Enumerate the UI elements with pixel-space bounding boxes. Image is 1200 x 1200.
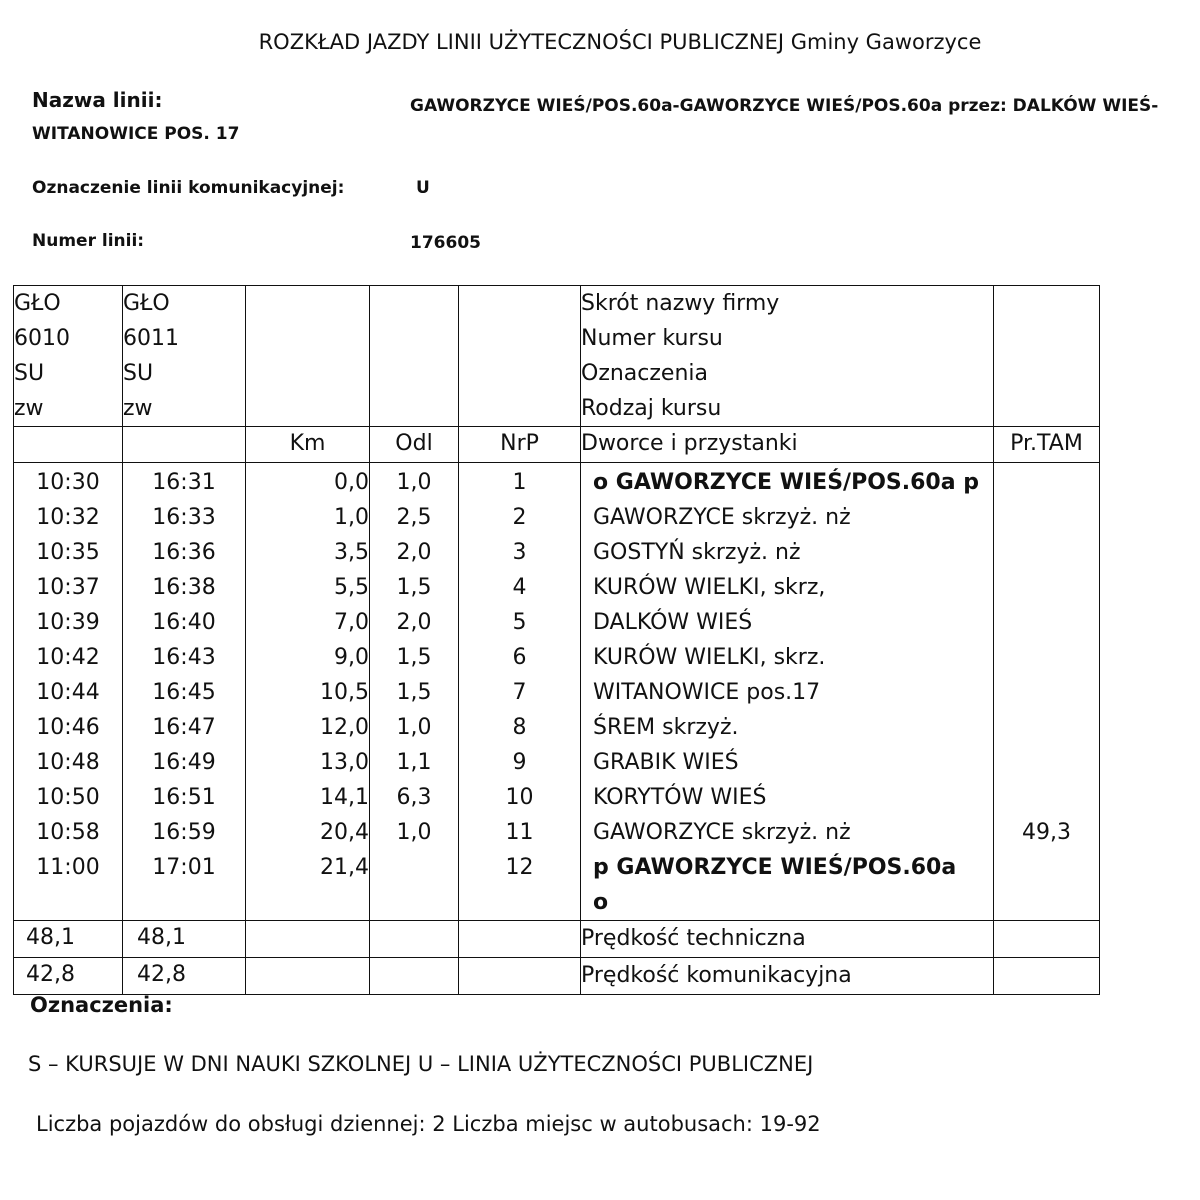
empty-cell [994,921,1100,958]
page-title: ROZKŁAD JAZDY LINII UŻYTECZNOŚCI PUBLICZNEJ Gminy Gaworzyce [258,30,982,54]
departure-time-course-2 [123,885,245,920]
course-2-header [123,286,246,427]
prtam-value [994,780,1099,815]
departure-time-course-2: 16:36 [152,540,216,565]
odl-header: Odl [370,427,459,463]
prtam-value [994,500,1099,535]
empty-cell [123,427,246,463]
departure-time-course-2: 16:40 [152,610,216,635]
km-value: 5,5 [334,575,369,600]
prtam-value [994,535,1099,570]
stop-names [581,463,994,921]
line-number-label: Numer linii: [32,231,145,251]
km-value: 1,0 [334,505,369,530]
departure-time-course-1 [14,885,122,920]
course-1-type: zw [14,396,44,421]
km-value: 20,4 [320,820,369,845]
distance-value: 1,0 [396,820,432,845]
km-value: 21,4 [320,855,369,880]
comm-speed-course-1: 42,8 [14,958,123,995]
departure-time-course-1: 10:30 [36,470,100,495]
company-label: Skrót nazwy firmy [581,291,780,316]
stop-number: 4 [512,575,527,600]
departure-time-course-1: 10:37 [36,575,100,600]
departure-time-course-2: 16:47 [152,715,216,740]
empty-cell [994,286,1100,427]
stop-number: 5 [512,610,527,635]
stop-name: ŚREM skrzyż. [593,715,739,740]
legend-text: S – KURSUJE W DNI NAUKI SZKOLNEJ U – LINIA UŻYTECZNOŚCI PUBLICZNEJ [28,1052,814,1076]
stop-number [459,885,580,920]
prtam-value [994,465,1099,500]
distance-value: 1,0 [396,715,432,740]
prtam-value [994,710,1099,745]
prtam-values [994,463,1100,921]
prtam-value [994,570,1099,605]
km-value: 7,0 [334,610,369,635]
line-name-value-continued: WITANOWICE POS. 17 [32,124,240,144]
designation-value: U [416,178,430,198]
stop-number: 10 [505,785,534,810]
course-1-header [14,286,123,427]
stop-name: KORYTÓW WIEŚ [593,785,767,810]
stop-number: 8 [512,715,527,740]
empty-cell [994,958,1100,995]
stop-name: o [593,890,609,915]
tech-speed-label: Prędkość techniczna [581,921,994,958]
km-value: 9,0 [334,645,369,670]
stop-name: p GAWORZYCE WIEŚ/POS.60a [593,855,957,880]
stop-number: 1 [512,470,527,495]
stop-number: 2 [512,505,527,530]
departure-time-course-1: 10:35 [36,540,100,565]
empty-cell [459,921,581,958]
departure-time-course-1: 10:46 [36,715,100,740]
legend-title: Oznaczenia: [30,993,173,1017]
departure-time-course-2: 16:59 [152,820,216,845]
departure-time-course-2: 16:31 [152,470,216,495]
km-values [246,463,370,921]
km-header: Km [246,427,370,463]
stop-number: 3 [512,540,527,565]
distance-value: 1,5 [396,645,432,670]
course-type-label: Rodzaj kursu [581,396,722,421]
departure-time-course-2: 16:38 [152,575,216,600]
km-value [246,885,369,920]
distance-value: 1,0 [396,470,432,495]
course-header-row [14,286,1100,427]
departure-time-course-1: 10:58 [36,820,100,845]
prtam-value [994,885,1099,920]
stop-name: GAWORZYCE skrzyż. nż [593,820,851,845]
km-value: 3,5 [334,540,369,565]
departure-time-course-1: 10:32 [36,505,100,530]
stops-header: Dworce i przystanki [581,427,994,463]
course-1-number: 6010 [14,326,70,351]
departure-time-course-1: 10:44 [36,680,100,705]
prtam-value [994,675,1099,710]
timetable [13,285,1100,995]
distance-value [370,885,458,920]
line-number-value: 176605 [410,233,481,253]
stop-name: GOSTYŃ skrzyż. nż [593,540,801,565]
vehicles-info: Liczba pojazdów do obsługi dziennej: 2 Liczba miejsc w autobusach: 19-92 [36,1112,821,1136]
stop-number: 9 [512,750,527,775]
km-value: 10,5 [320,680,369,705]
tech-speed-course-1: 48,1 [14,921,123,958]
stops-body-row [14,463,1100,921]
stop-name: o GAWORZYCE WIEŚ/POS.60a p [593,470,979,495]
prtam-header: Pr.TAM [994,427,1100,463]
prtam-value [994,745,1099,780]
tech-speed-row [14,921,1100,958]
line-name-label: Nazwa linii: [32,88,163,112]
km-value: 13,0 [320,750,369,775]
departure-time-course-2: 16:45 [152,680,216,705]
distance-value: 6,3 [396,785,432,810]
odl-values [370,463,459,921]
empty-cell [246,958,370,995]
comm-speed-course-2: 42,8 [123,958,246,995]
stop-name: WITANOWICE pos.17 [593,680,821,705]
stop-name: DALKÓW WIEŚ [593,610,753,635]
course-number-label: Numer kursu [581,326,723,351]
departure-time-course-2: 16:33 [152,505,216,530]
departure-time-course-1: 10:39 [36,610,100,635]
km-value: 0,0 [334,470,369,495]
distance-value: 2,0 [396,540,432,565]
stop-name: KURÓW WIELKI, skrz, [593,575,826,600]
empty-cell [459,958,581,995]
prtam-value: 49,3 [1022,820,1071,845]
km-value: 14,1 [320,785,369,810]
distance-value: 1,5 [396,575,432,600]
marks-label: Oznaczenia [581,361,709,386]
course-1-times [14,463,123,921]
empty-cell [370,286,459,427]
column-header-row [14,427,1100,463]
course-2-type: zw [123,396,153,421]
empty-cell [246,921,370,958]
departure-time-course-2: 16:49 [152,750,216,775]
prtam-value [994,640,1099,675]
course-1-company: GŁO [14,291,61,316]
distance-value: 2,5 [396,505,432,530]
departure-time-course-2: 16:51 [152,785,216,810]
comm-speed-row [14,958,1100,995]
stop-number: 12 [505,855,534,880]
distance-value [370,850,458,885]
empty-cell [14,427,123,463]
departure-time-course-1: 10:42 [36,645,100,670]
course-2-company: GŁO [123,291,170,316]
stop-number: 11 [505,820,534,845]
nrp-header: NrP [459,427,581,463]
designation-label: Oznaczenie linii komunikacyjnej: [32,178,345,198]
nrp-values [459,463,581,921]
empty-cell [459,286,581,427]
course-info-labels [581,286,994,427]
departure-time-course-2: 17:01 [152,855,216,880]
km-value: 12,0 [320,715,369,740]
stop-number: 7 [512,680,527,705]
departure-time-course-1: 10:50 [36,785,100,810]
line-name-value: GAWORZYCE WIEŚ/POS.60a-GAWORZYCE WIEŚ/POS.60a przez: DALKÓW WIEŚ- [410,96,1159,116]
distance-value: 1,5 [396,680,432,705]
empty-cell [370,958,459,995]
course-1-marks: SU [14,361,45,386]
comm-speed-label: Prędkość komunikacyjna [581,958,994,995]
departure-time-course-1: 10:48 [36,750,100,775]
stop-name: KURÓW WIELKI, skrz. [593,645,826,670]
departure-time-course-2: 16:43 [152,645,216,670]
course-2-number: 6011 [123,326,179,351]
distance-value: 2,0 [396,610,432,635]
stop-name: GRABIK WIEŚ [593,750,739,775]
empty-cell [370,921,459,958]
departure-time-course-1: 11:00 [36,855,100,880]
stop-number: 6 [512,645,527,670]
stop-name: GAWORZYCE skrzyż. nż [593,505,851,530]
empty-cell [246,286,370,427]
course-2-times [123,463,246,921]
prtam-value [994,605,1099,640]
distance-value: 1,1 [396,750,432,775]
prtam-value [994,850,1099,885]
tech-speed-course-2: 48,1 [123,921,246,958]
course-2-marks: SU [123,361,154,386]
